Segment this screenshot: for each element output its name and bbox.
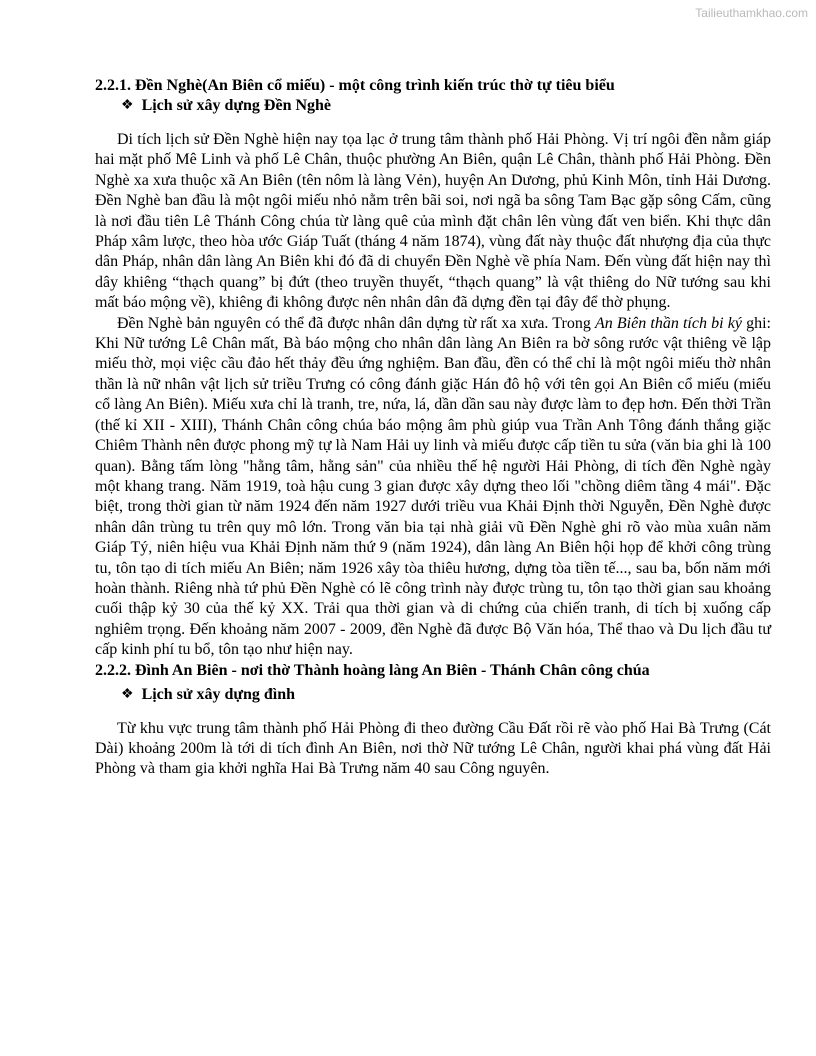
document-page — [95, 76, 771, 780]
subheading-history-dinh — [95, 685, 771, 705]
subheading-label: Lịch sử xây dựng Đền Nghè — [141, 97, 332, 114]
paragraph-2-text-b: ghi: Khi Nữ tướng Lê Chân mất, Bà báo mộng cho nhân dân làng An Biên ra bờ sông rước vật thiêng về lập miếu thờ, mọi việc cầu đảo hết thảy đều ứng nghiệm. Ban đầu, đền có thể chỉ là một ngôi miếu thờ nhân thần là nữ nhân vật lịch sử triều Trưng có công đánh giặc Hán đô hộ với tên gọi An Biên cổ miếu (miếu cổ làng An Biên). Miếu xưa chỉ là tranh, tre, nứa, lá, dần dần sau này được làm to đẹp hơn. Đến thời Trần (thế kỉ XII - XIII), Thánh Chân công chúa báo mộng âm phù giúp vua Trần Anh Tông đánh thắng giặc Chiêm Thành nên được phong mỹ tự là Nam Hải uy linh và miếu được cấp tiền tu sửa (văn bia ghi là 100 quan). Bằng tấm lòng "hằng tâm, hằng sản" của nhiều thế hệ người Hải Phòng, di tích đền Nghè ngày một khang trang. Năm 1919, toà hậu cung 3 gian được xây dựng theo lối "chồng diêm tầng 4 mái". Đặc biệt, trong thời gian từ năm 1924 đến năm 1927 dưới triều vua Khải Định thời Nguyễn, Đền Nghè được nhân dân trùng tu trên quy mô lớn. Trong văn bia tại nhà giải vũ Đền Nghè ghi rõ vào mùa xuân năm Giáp Tý, niên hiệu vua Khải Định năm thứ 9 (năm 1924), dân làng An Biên hội họp để khởi công trùng tu, tôn tạo di tích miếu An Biên; năm 1926 xây tòa thiêu hương, dựng tòa tiền tế..., sau ba, bốn năm mới hoàn thành. Riêng nhà tứ phủ Đền Nghè có lẽ công trình này được trùng tu, tôn tạo thời gian sau khoảng cuối thập kỷ 30 của thế kỷ XX. Trải qua thời gian và di chứng của chiến tranh, di tích bị xuống cấp nghiêm trọng. Đến khoảng năm 2007 - 2009, đền Nghè đã được Bộ Văn hóa, Thể thao và Du lịch đầu tư cấp kinh phí tu bổ, tôn tạo như hiện nay. — [95, 314, 771, 659]
paragraph-1: Di tích lịch sử Đền Nghè hiện nay tọa lạc ở trung tâm thành phố Hải Phòng. Vị trí ngôi đền nằm giáp hai mặt phố Mê Linh và phố Lê Chân, thuộc phường An Biên, quận Lê Chân, thành phố Hải Phòng. Đền Nghè xa xưa thuộc xã An Biên (tên nôm là làng Vẻn), huyện An Dương, phủ Kinh Môn, tỉnh Hải Dương. Đền Nghè ban đầu là một ngôi miếu nhỏ nằm trên bãi soi, nơi ngã ba sông Tam Bạc gặp sông Cấm, cũng là nơi đầu tiên Lê Thánh Công chúa từ làng quê của mình đặt chân lên vùng đất ven biển. Khi thực dân Pháp xâm lược, theo hòa ước Giáp Tuất (tháng 4 năm 1874), vùng đất này thuộc đất nhượng địa của thực dân Pháp, nhân dân làng An Biên khi đó đã di chuyển Đền Nghè về phía Nam. Đến vùng đất hiện nay thì dây khiêng “thạch quang” bị đứt (theo truyền thuyết, “thạch quang” là vật thiêng do Nữ tướng sau khi mất báo mộng về), khiêng đi không được nên nhân dân đã dựng đền tại đây để thờ phụng. — [95, 131, 771, 312]
section-heading-2-2-2: 2.2.2. Đình An Biên - nơi thờ Thành hoàng làng An Biên - Thánh Chân công chúa — [95, 661, 650, 679]
diamond-bullet-icon: ❖ — [121, 98, 134, 113]
watermark: Tailieuthamkhao.com — [695, 6, 808, 20]
paragraph-2-text-a: Đền Nghè bản nguyên có thể đã được nhân dân dựng từ rất xa xưa. Trong — [117, 314, 595, 332]
book-title: An Biên thần tích bi ký — [594, 314, 742, 332]
section-heading-2-2-1: 2.2.1. Đền Nghè(An Biên cổ miếu) - một công trình kiến trúc thờ tự tiêu biểu — [95, 77, 615, 94]
subheading-label: Lịch sử xây dựng đình — [141, 685, 296, 703]
paragraph-3: Từ khu vực trung tâm thành phố Hải Phòng đi theo đường Cầu Đất rồi rẽ vào phố Hai Bà Trưng (Cát Dài) khoảng 200m là tới di tích đình An Biên, nơi thờ Nữ tướng Lê Chân, người khai phá vùng đất Hải Phòng và tham gia khởi nghĩa Hai Bà Trưng năm 40 sau Công nguyên. — [95, 719, 771, 778]
paragraph-2 — [95, 314, 771, 661]
subheading-history-den-nghe — [95, 96, 771, 116]
diamond-bullet-icon: ❖ — [121, 686, 134, 702]
